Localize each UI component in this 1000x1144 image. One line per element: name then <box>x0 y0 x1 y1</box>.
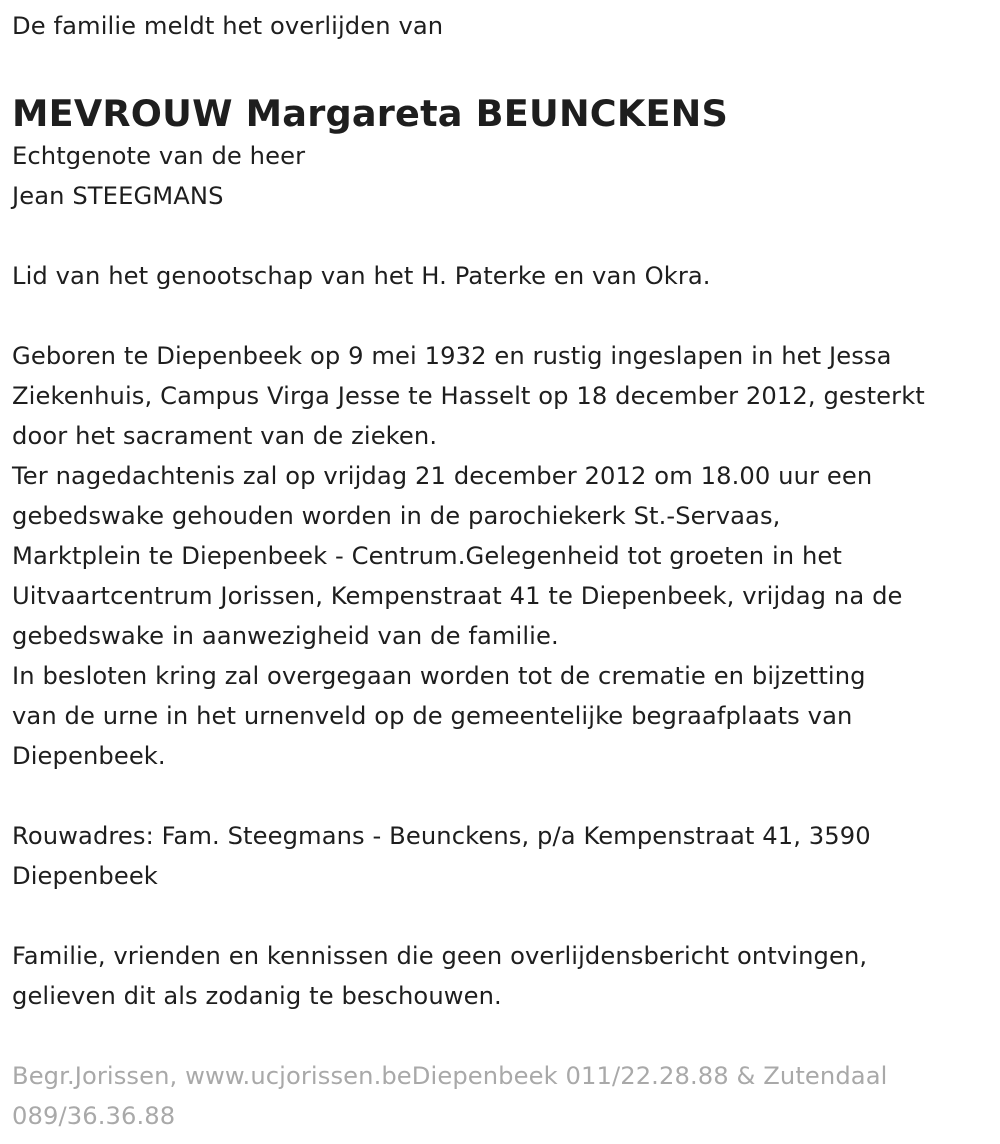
paragraph-gap <box>12 776 992 816</box>
footer-line: Begr.Jorissen, www.ucjorissen.beDiepenbeek 011/22.28.88 & Zutendaal <box>12 1062 888 1090</box>
paragraph-gap <box>12 296 992 336</box>
closing-paragraph <box>12 936 992 1016</box>
details-line: Diepenbeek. <box>12 742 166 770</box>
closing-line: gelieven dit als zodanig te beschouwen. <box>12 982 502 1010</box>
footer-line: 089/36.36.88 <box>12 1102 176 1130</box>
death-notice <box>12 0 992 1136</box>
details-line: Ziekenhuis, Campus Virga Jesse te Hasselt op 18 december 2012, gesterkt <box>12 382 925 410</box>
details-line: Geboren te Diepenbeek op 9 mei 1932 en rustig ingeslapen in het Jessa <box>12 342 892 370</box>
address-line: Diepenbeek <box>12 862 158 890</box>
mourning-address <box>12 816 992 896</box>
closing-line: Familie, vrienden en kennissen die geen overlijdensbericht ontvingen, <box>12 942 868 970</box>
details-line: Ter nagedachtenis zal op vrijdag 21 december 2012 om 18.00 uur een <box>12 462 873 490</box>
spouse-line: Echtgenote van de heer <box>12 142 306 170</box>
details-line: In besloten kring zal overgegaan worden tot de crematie en bijzetting <box>12 662 866 690</box>
paragraph-gap <box>12 896 992 936</box>
deceased-name: MEVROUW Margareta BEUNCKENS <box>12 92 729 135</box>
details-line: Marktplein te Diepenbeek - Centrum.Gelegenheid tot groeten in het <box>12 542 842 570</box>
intro-text: De familie meldt het overlijden van <box>12 12 444 40</box>
details-line: door het sacrament van de zieken. <box>12 422 438 450</box>
details-line: van de urne in het urnenveld op de gemeentelijke begraafplaats van <box>12 702 853 730</box>
details-line: Uitvaartcentrum Jorissen, Kempenstraat 41 te Diepenbeek, vrijdag na de <box>12 582 903 610</box>
address-line: Rouwadres: Fam. Steegmans - Beunckens, p/a Kempenstraat 41, 3590 <box>12 822 871 850</box>
details-paragraph <box>12 336 992 776</box>
paragraph-gap <box>12 1016 992 1056</box>
details-line: gebedswake gehouden worden in de parochiekerk St.-Servaas, <box>12 502 781 530</box>
funeral-home-footer <box>12 1056 992 1136</box>
details-line: gebedswake in aanwezigheid van de familie. <box>12 622 559 650</box>
spouse-line: Jean STEEGMANS <box>12 182 224 210</box>
paragraph-gap <box>12 216 992 256</box>
membership-text: Lid van het genootschap van het H. Paterke en van Okra. <box>12 262 711 290</box>
